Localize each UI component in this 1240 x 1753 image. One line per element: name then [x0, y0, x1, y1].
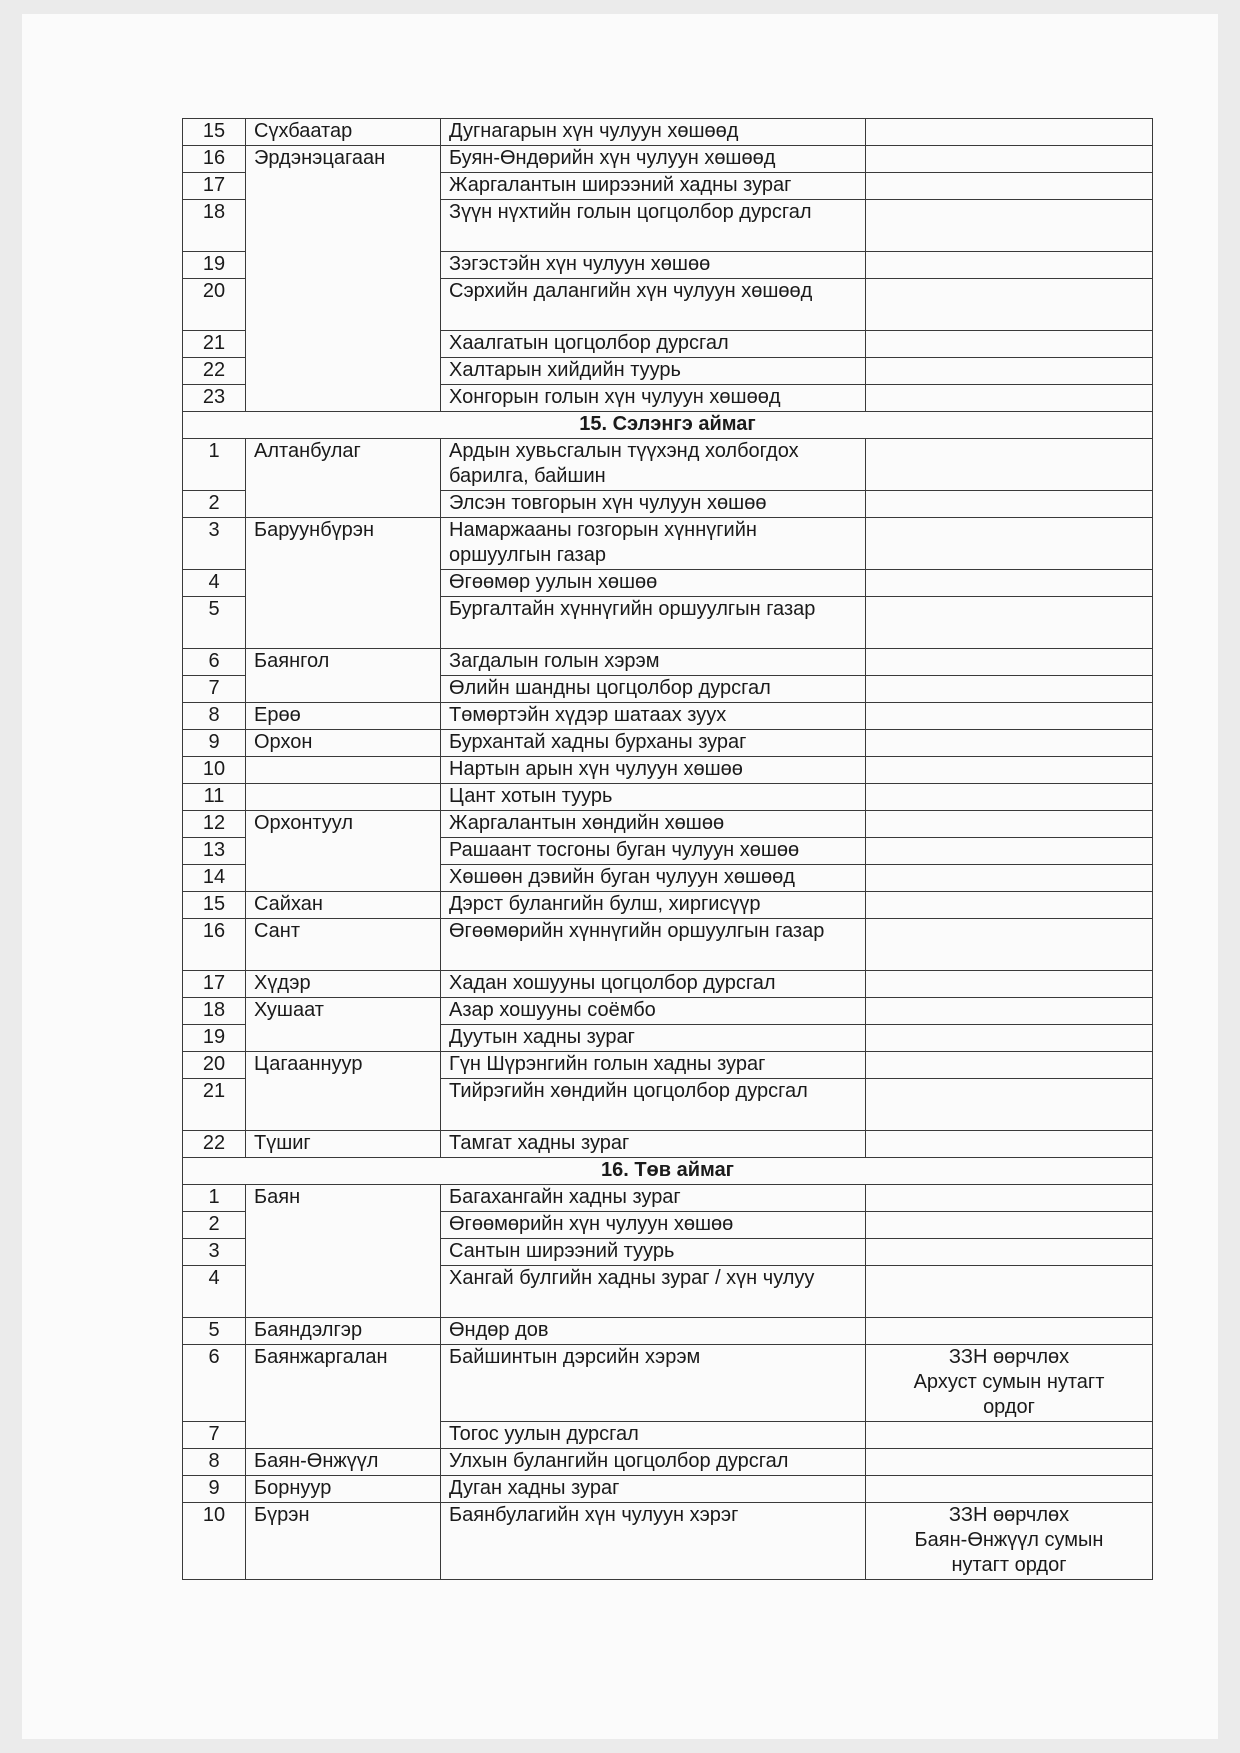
row-number: 1 [183, 1185, 246, 1212]
site-name: Улхын булангийн цогцолбор дурсгал [441, 1449, 866, 1476]
table-row [183, 119, 1153, 146]
note-cell [866, 200, 1153, 252]
site-name: Загдалын голын хэрэм [441, 649, 866, 676]
site-name: Бургалтайн хүннүгийн оршуулгын газар [441, 597, 866, 649]
table-row [183, 649, 1153, 676]
table-row [183, 1185, 1153, 1212]
table-row [183, 971, 1153, 998]
note-cell [866, 838, 1153, 865]
note-cell [866, 1131, 1153, 1158]
site-name: Дуган хадны зураг [441, 1476, 866, 1503]
note-cell [866, 811, 1153, 838]
site-name: Бурхантай хадны бурханы зураг [441, 730, 866, 757]
note-cell [866, 1185, 1153, 1212]
soum-name: Алтанбулаг [246, 439, 441, 518]
site-name: Өгөөмөр уулын хөшөө [441, 570, 866, 597]
row-number: 17 [183, 971, 246, 998]
row-number: 16 [183, 146, 246, 173]
row-number: 9 [183, 730, 246, 757]
site-name: Ардын хувьсгалын түүхэнд холбогдох барилга, байшин [441, 439, 866, 491]
soum-name: Сайхан [246, 892, 441, 919]
table-row [183, 518, 1153, 570]
row-number: 2 [183, 491, 246, 518]
note-cell [866, 703, 1153, 730]
note-cell [866, 1476, 1153, 1503]
note-cell [866, 119, 1153, 146]
section-title: 16. Төв аймаг [183, 1158, 1153, 1185]
row-number: 5 [183, 597, 246, 649]
site-name: Сантын ширээний туурь [441, 1239, 866, 1266]
row-number: 18 [183, 998, 246, 1025]
row-number: 16 [183, 919, 246, 971]
note-cell [866, 676, 1153, 703]
note-cell [866, 649, 1153, 676]
note-line: ЗЗН өөрчлөх [948, 1346, 1070, 1368]
row-number: 8 [183, 703, 246, 730]
soum-name: Орхонтуул [246, 811, 441, 892]
row-number: 1 [183, 439, 246, 491]
row-number: 23 [183, 385, 246, 412]
table-row [183, 439, 1153, 491]
note-cell [866, 331, 1153, 358]
site-name: Тийрэгийн хөндийн цогцолбор дурсгал [441, 1079, 866, 1131]
soum-name: Бүрэн [246, 1503, 441, 1580]
note-cell [866, 892, 1153, 919]
note-cell [866, 1239, 1153, 1266]
note-cell [866, 279, 1153, 331]
site-name: Өгөөмөрийн хүн чулуун хөшөө [441, 1212, 866, 1239]
row-number: 20 [183, 279, 246, 331]
soum-name: Хушаат [246, 998, 441, 1052]
row-number: 3 [183, 518, 246, 570]
row-number: 4 [183, 570, 246, 597]
row-number: 14 [183, 865, 246, 892]
note-line: Архуст сумын нутагт [913, 1371, 1105, 1393]
note-cell [866, 491, 1153, 518]
site-name: Баянбулагийн хүн чулуун хэрэг [441, 1503, 866, 1580]
row-number: 15 [183, 892, 246, 919]
note-line: ЗЗН өөрчлөх [948, 1504, 1070, 1526]
note-cell [866, 1422, 1153, 1449]
site-name: Хаалгатын цогцолбор дурсгал [441, 331, 866, 358]
note-cell [866, 570, 1153, 597]
soum-name: Баянгол [246, 649, 441, 703]
note-cell [866, 1079, 1153, 1131]
site-name: Цант хотын туурь [441, 784, 866, 811]
row-number: 3 [183, 1239, 246, 1266]
note-cell [866, 1318, 1153, 1345]
table-row [183, 784, 1153, 811]
site-name: Жаргалантын ширээний хадны зураг [441, 173, 866, 200]
note-cell [866, 439, 1153, 491]
site-name: Нартын арын хүн чулуун хөшөө [441, 757, 866, 784]
note-cell [866, 865, 1153, 892]
note-cell [866, 1503, 1153, 1580]
table-row [183, 919, 1153, 971]
table-row [183, 998, 1153, 1025]
site-name: Буян-Өндөрийн хүн чулуун хөшөөд [441, 146, 866, 173]
table-row [183, 1131, 1153, 1158]
row-number: 5 [183, 1318, 246, 1345]
site-name: Хонгорын голын хүн чулуун хөшөөд [441, 385, 866, 412]
row-number: 15 [183, 119, 246, 146]
note-cell [866, 173, 1153, 200]
soum-name: Баруунбүрэн [246, 518, 441, 649]
row-number: 19 [183, 1025, 246, 1052]
site-name: Төмөртэйн хүдэр шатаах зуух [441, 703, 866, 730]
soum-name: Хүдэр [246, 971, 441, 998]
site-name: Хангай булгийн хадны зураг / хүн чулуу [441, 1266, 866, 1318]
row-number: 19 [183, 252, 246, 279]
site-name: Элсэн товгорын хүн чулуун хөшөө [441, 491, 866, 518]
row-number: 4 [183, 1266, 246, 1318]
table-row [183, 1503, 1153, 1580]
soum-name: Сант [246, 919, 441, 971]
row-number: 20 [183, 1052, 246, 1079]
site-name: Дуутын хадны зураг [441, 1025, 866, 1052]
site-name: Хөшөөн дэвийн буган чулуун хөшөөд [441, 865, 866, 892]
table-row [183, 1345, 1153, 1422]
note-cell [866, 385, 1153, 412]
site-name: Өлийн шандны цогцолбор дурсгал [441, 676, 866, 703]
note-cell [866, 730, 1153, 757]
site-name: Багахангайн хадны зураг [441, 1185, 866, 1212]
site-name: Дэрст булангийн булш, хиргисүүр [441, 892, 866, 919]
site-name: Азар хошууны соёмбо [441, 998, 866, 1025]
table-row [183, 811, 1153, 838]
site-name: Зүүн нүхтийн голын цогцолбор дурсгал [441, 200, 866, 252]
note-cell [866, 146, 1153, 173]
row-number: 2 [183, 1212, 246, 1239]
row-number: 22 [183, 358, 246, 385]
row-number: 7 [183, 1422, 246, 1449]
soum-name: Цагааннуур [246, 1052, 441, 1131]
soum-name: Баянжаргалан [246, 1345, 441, 1449]
note-cell [866, 971, 1153, 998]
soum-name: Орхон [246, 730, 441, 757]
row-number: 6 [183, 649, 246, 676]
site-name: Дугнагарын хүн чулуун хөшөөд [441, 119, 866, 146]
row-number: 9 [183, 1476, 246, 1503]
note-cell [866, 518, 1153, 570]
soum-name [246, 784, 441, 811]
table-row [183, 1476, 1153, 1503]
table-row [183, 1318, 1153, 1345]
section-title: 15. Сэлэнгэ аймаг [183, 412, 1153, 439]
table-row [183, 892, 1153, 919]
note-cell [866, 358, 1153, 385]
note-line: ордог [983, 1396, 1035, 1418]
site-name: Сэрхийн далангийн хүн чулуун хөшөөд [441, 279, 866, 331]
table-row [183, 730, 1153, 757]
site-name: Халтарын хийдийн туурь [441, 358, 866, 385]
soum-name: Баян [246, 1185, 441, 1318]
table-row [183, 757, 1153, 784]
row-number: 12 [183, 811, 246, 838]
row-number: 11 [183, 784, 246, 811]
row-number: 8 [183, 1449, 246, 1476]
note-cell [866, 1449, 1153, 1476]
note-line: Баян-Өнжүүл сумын [914, 1529, 1104, 1551]
note-cell [866, 597, 1153, 649]
site-name: Байшинтын дэрсийн хэрэм [441, 1345, 866, 1422]
site-name: Өгөөмөрийн хүннүгийн оршуулгын газар [441, 919, 866, 971]
note-cell [866, 998, 1153, 1025]
note-cell [866, 252, 1153, 279]
site-name: Тогос уулын дурсгал [441, 1422, 866, 1449]
section-header-row [183, 412, 1153, 439]
site-name: Өндөр дов [441, 1318, 866, 1345]
site-name: Зэгэстэйн хүн чулуун хөшөө [441, 252, 866, 279]
row-number: 7 [183, 676, 246, 703]
row-number: 22 [183, 1131, 246, 1158]
soum-name [246, 757, 441, 784]
table-row [183, 703, 1153, 730]
soum-name: Ерөө [246, 703, 441, 730]
row-number: 21 [183, 1079, 246, 1131]
row-number: 17 [183, 173, 246, 200]
note-cell [866, 1052, 1153, 1079]
site-name: Тамгат хадны зураг [441, 1131, 866, 1158]
site-name: Рашаант тосгоны буган чулуун хөшөө [441, 838, 866, 865]
note-cell [866, 919, 1153, 971]
heritage-sites-table [182, 118, 1153, 1580]
site-name: Хадан хошууны цогцолбор дурсгал [441, 971, 866, 998]
note-cell [866, 1212, 1153, 1239]
soum-name: Эрдэнэцагаан [246, 146, 441, 412]
note-cell [866, 757, 1153, 784]
site-name: Намаржааны гозгорын хүннүгийн оршуулгын газар [441, 518, 866, 570]
note-line: нутагт ордог [951, 1554, 1067, 1576]
row-number: 10 [183, 757, 246, 784]
section-header-row [183, 1158, 1153, 1185]
soum-name: Баяндэлгэр [246, 1318, 441, 1345]
table-row [183, 1052, 1153, 1079]
row-number: 10 [183, 1503, 246, 1580]
soum-name: Түшиг [246, 1131, 441, 1158]
soum-name: Баян-Өнжүүл [246, 1449, 441, 1476]
site-name: Жаргалантын хөндийн хөшөө [441, 811, 866, 838]
row-number: 21 [183, 331, 246, 358]
soum-name: Борнуур [246, 1476, 441, 1503]
note-cell [866, 1266, 1153, 1318]
note-cell [866, 784, 1153, 811]
site-name: Гүн Шүрэнгийн голын хадны зураг [441, 1052, 866, 1079]
row-number: 13 [183, 838, 246, 865]
row-number: 6 [183, 1345, 246, 1422]
table-row [183, 1449, 1153, 1476]
note-cell [866, 1345, 1153, 1422]
soum-name: Сүхбаатар [246, 119, 441, 146]
note-cell [866, 1025, 1153, 1052]
table-row [183, 146, 1153, 173]
row-number: 18 [183, 200, 246, 252]
